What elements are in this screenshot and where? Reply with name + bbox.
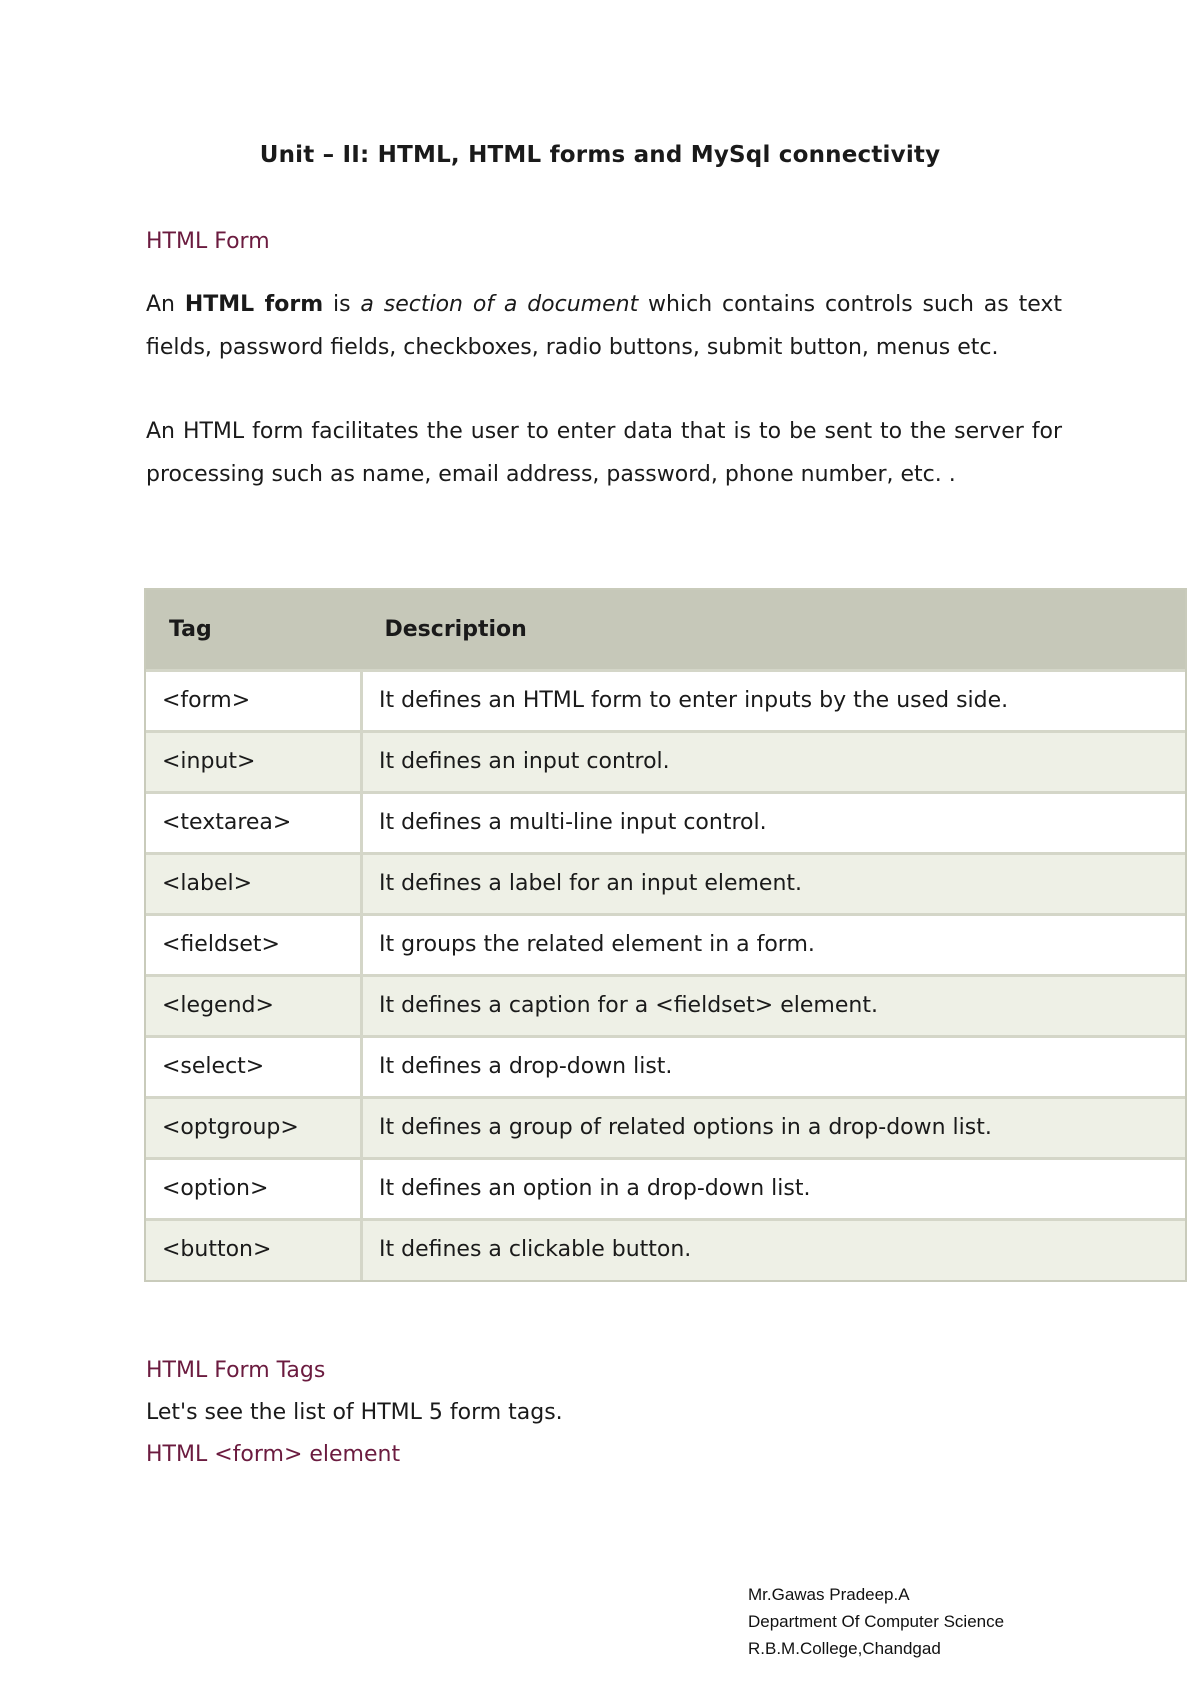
para-italic-phrase: a section of a document bbox=[360, 292, 639, 317]
table-row bbox=[146, 853, 1185, 914]
table-row bbox=[146, 670, 1185, 731]
description-cell: It defines an HTML form to enter inputs by the used side. bbox=[362, 670, 1186, 731]
table-row bbox=[146, 1158, 1185, 1219]
form-tags-table bbox=[144, 588, 1187, 1282]
section-heading-form-tags: HTML Form Tags bbox=[146, 1358, 326, 1383]
table-row bbox=[146, 975, 1185, 1036]
tag-cell: <select> bbox=[146, 1036, 362, 1097]
header-tag: Tag bbox=[169, 616, 212, 642]
description-cell: It defines a clickable button. bbox=[362, 1219, 1186, 1280]
description-cell: It defines a group of related options in a drop-down list. bbox=[362, 1097, 1186, 1158]
table-row bbox=[146, 1036, 1185, 1097]
table-row bbox=[146, 792, 1185, 853]
description-cell: It defines an option in a drop-down list. bbox=[362, 1158, 1186, 1219]
description-cell: It defines a label for an input element. bbox=[362, 853, 1186, 914]
author-college: R.B.M.College,Chandgad bbox=[748, 1639, 941, 1658]
author-footer bbox=[748, 1581, 1004, 1662]
description-cell: It defines a drop-down list. bbox=[362, 1036, 1186, 1097]
section-heading-html-form: HTML Form bbox=[146, 229, 270, 254]
description-cell: It defines a caption for a <fieldset> element. bbox=[362, 975, 1186, 1036]
description-cell: It defines an input control. bbox=[362, 731, 1186, 792]
tag-cell: <fieldset> bbox=[146, 914, 362, 975]
author-name: Mr.Gawas Pradeep.A bbox=[748, 1585, 910, 1604]
para-text-pre: An bbox=[146, 292, 185, 317]
description-cell: It defines a multi-line input control. bbox=[362, 792, 1186, 853]
description-cell: It groups the related element in a form. bbox=[362, 914, 1186, 975]
table-row bbox=[146, 914, 1185, 975]
section-heading-form-element: HTML <form> element bbox=[146, 1442, 401, 1467]
tag-cell: <form> bbox=[146, 670, 362, 731]
author-department: Department Of Computer Science bbox=[748, 1612, 1005, 1631]
tag-cell: <optgroup> bbox=[146, 1097, 362, 1158]
para-bold-term: HTML form bbox=[184, 292, 324, 317]
tag-cell: <label> bbox=[146, 853, 362, 914]
header-description: Description bbox=[384, 616, 527, 642]
tag-cell: <input> bbox=[146, 731, 362, 792]
para-text-mid: is bbox=[323, 292, 361, 317]
table-header-row bbox=[146, 590, 1185, 670]
tag-cell: <textarea> bbox=[146, 792, 362, 853]
para-text-post: which contains controls such as text fields, password fields, checkboxes, radio buttons, submit button, menus etc. bbox=[146, 292, 1063, 360]
form-tags-intro: Let's see the list of HTML 5 form tags. bbox=[146, 1400, 563, 1425]
table-row bbox=[146, 1097, 1185, 1158]
tag-cell: <button> bbox=[146, 1219, 362, 1280]
tag-cell: <option> bbox=[146, 1158, 362, 1219]
table-row bbox=[146, 1219, 1185, 1280]
tag-cell: <legend> bbox=[146, 975, 362, 1036]
table-row bbox=[146, 731, 1185, 792]
page-title: Unit – II: HTML, HTML forms and MySql connectivity bbox=[259, 142, 941, 168]
intro-paragraph bbox=[146, 284, 1062, 369]
form-purpose-paragraph: An HTML form facilitates the user to enter data that is to be sent to the server for processing such as name, email address, password, phone number, etc. . bbox=[146, 419, 1062, 487]
